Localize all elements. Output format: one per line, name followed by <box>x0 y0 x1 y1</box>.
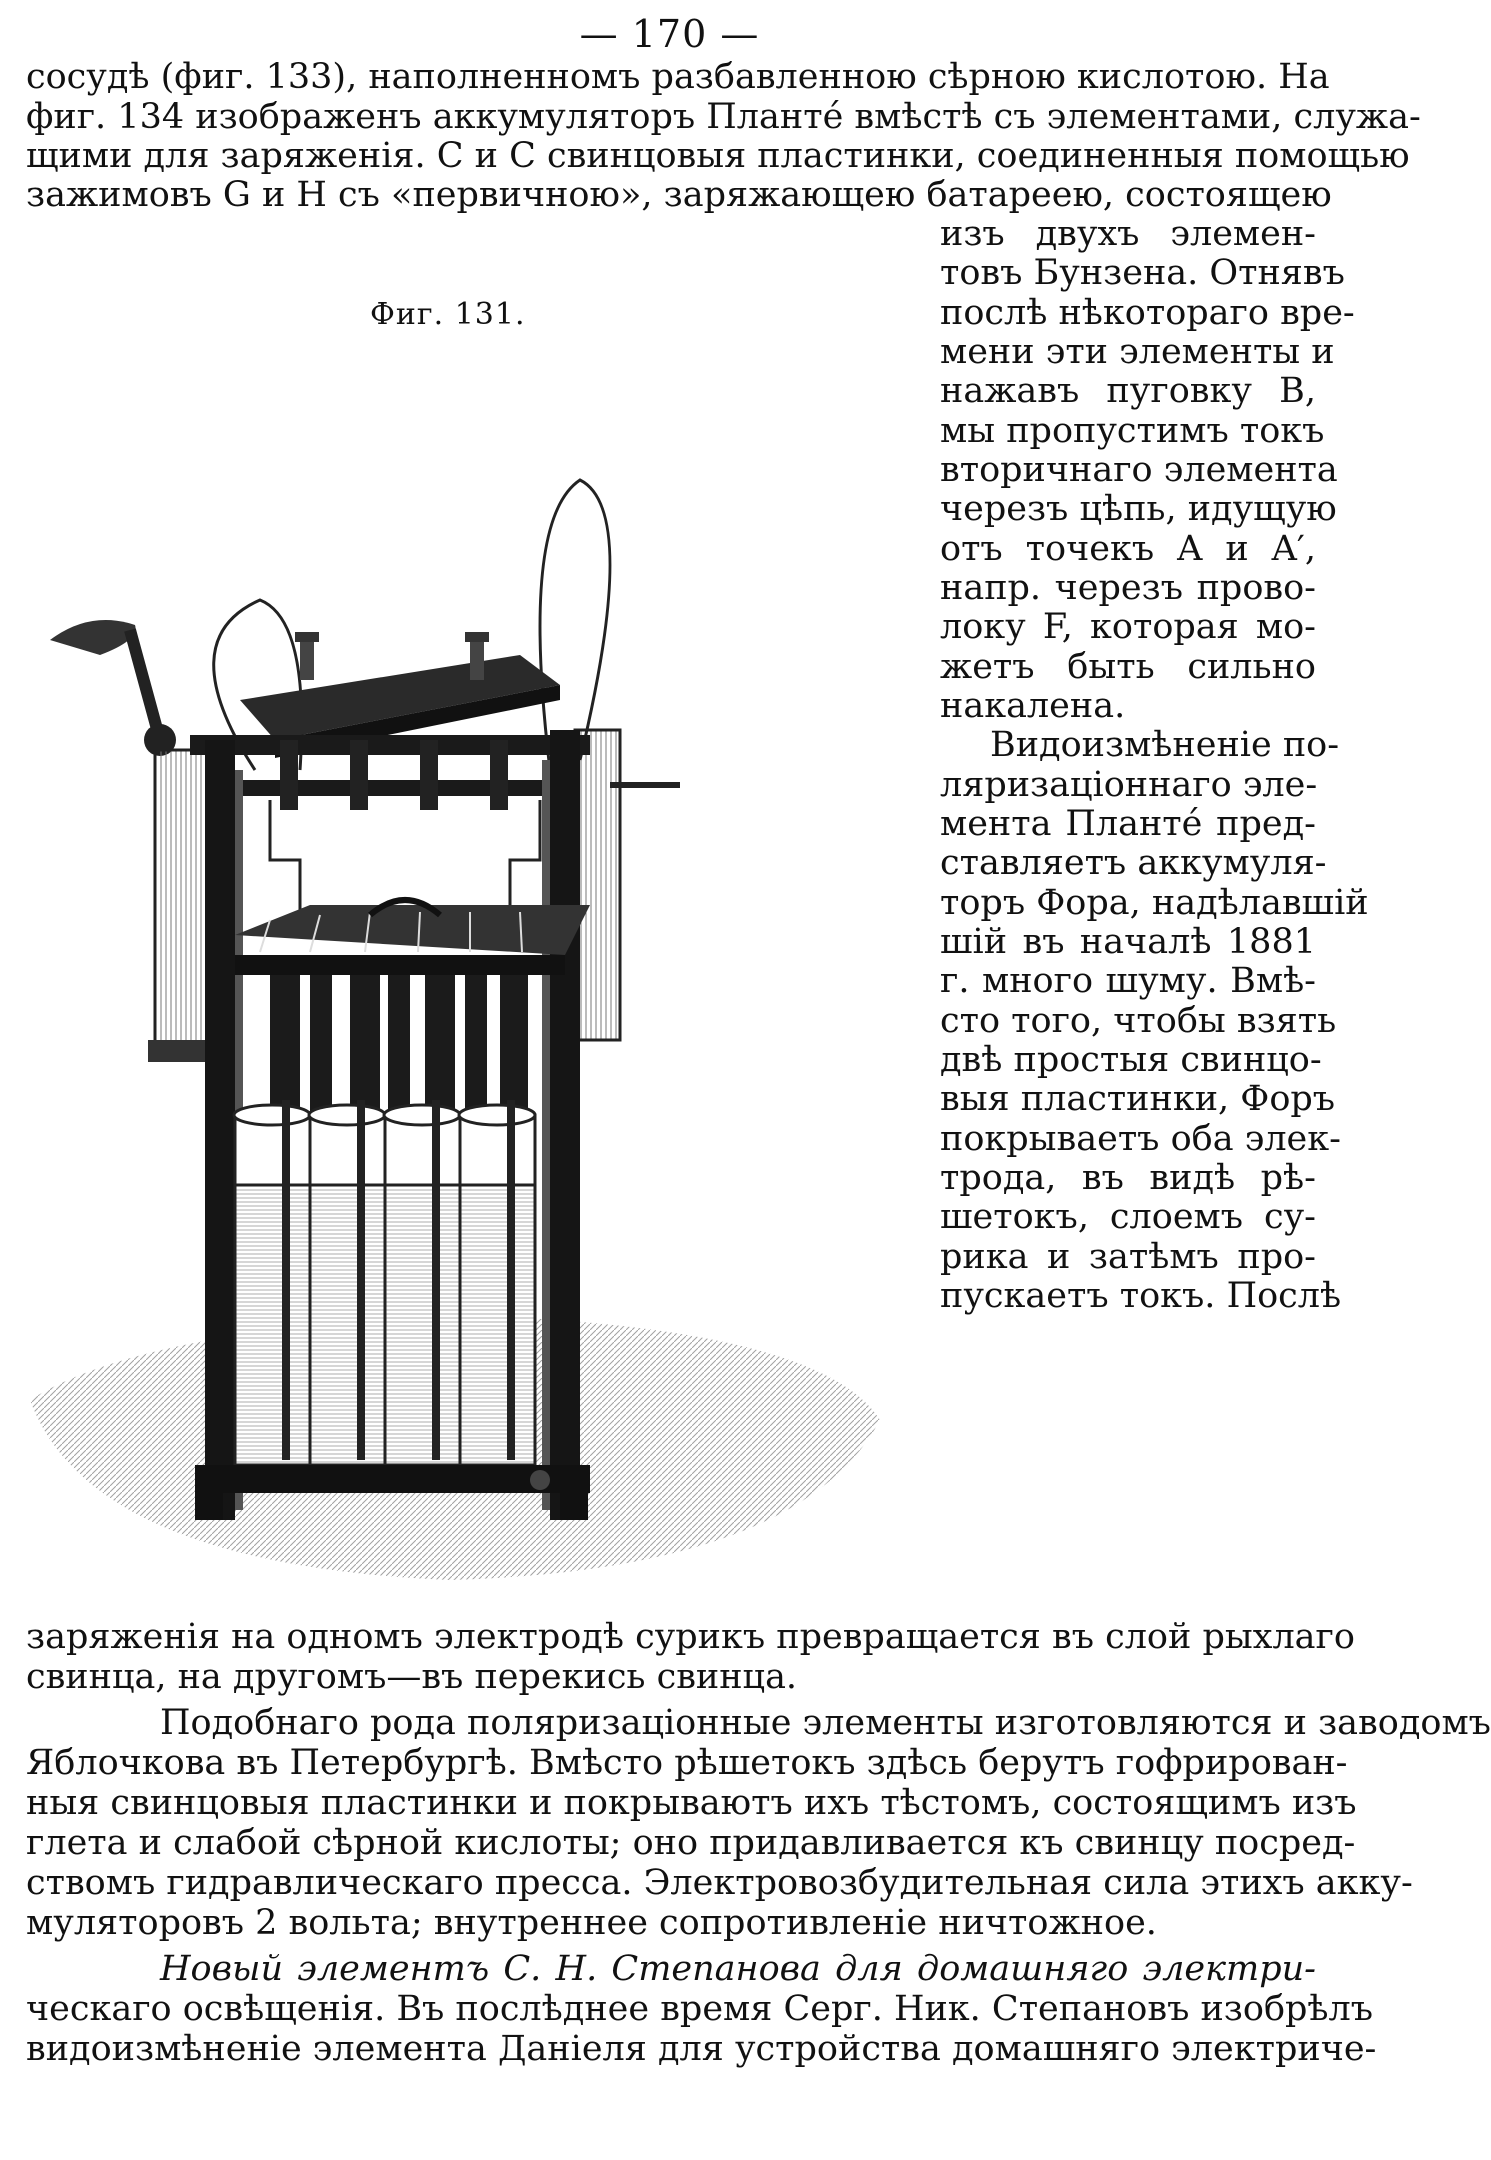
body-line: сто того, чтобы взять <box>940 1001 1337 1041</box>
body-line: мы пропустимъ токъ <box>940 411 1325 451</box>
body-line: видоизмѣненіе элемента Даніеля для устройства домашняго электриче- <box>26 2029 1377 2069</box>
body-line: свинца, на другомъ—въ перекись свинца. <box>26 1657 798 1697</box>
body-line: двѣ простыя свинцо- <box>940 1040 1322 1080</box>
body-line: черезъ цѣпь, идущую <box>940 489 1337 529</box>
body-line: рика и затѣмъ про- <box>940 1237 1316 1277</box>
body-line: ческаго освѣщенія. Въ послѣднее время Серг. Ник. Степановъ изобрѣлъ <box>26 1989 1374 2029</box>
body-line: Видоизмѣненіе по- <box>990 725 1340 765</box>
body-line: г. много шуму. Вмѣ- <box>940 961 1316 1001</box>
body-line: жетъ быть сильно <box>940 647 1316 687</box>
body-line: трода, въ видѣ рѣ- <box>940 1158 1316 1198</box>
body-line: ставляетъ аккумуля- <box>940 843 1327 883</box>
body-line: шетокъ, слоемъ су- <box>940 1197 1316 1237</box>
body-line: сосудѣ (фиг. 133), наполненномъ разбавленною сѣрною кислотою. На <box>26 57 1330 97</box>
body-line: ныя свинцовыя пластинки и покрываютъ ихъ тѣстомъ, состоящимъ изъ <box>26 1783 1357 1823</box>
body-line: заряженія на одномъ электродѣ сурикъ превращается въ слой рыхлаго <box>26 1617 1355 1657</box>
body-line: муляторовъ 2 вольта; внутреннее сопротивленіе ничтожное. <box>26 1903 1157 1943</box>
body-line: ляризаціоннаго эле- <box>940 765 1318 805</box>
body-line: щими для заряженія. C и C свинцовыя пластинки, соединенныя помощью <box>26 136 1410 176</box>
body-line: отъ точекъ A и A′, <box>940 529 1316 569</box>
body-line: накалена. <box>940 686 1126 726</box>
body-line: фиг. 134 изображенъ аккумуляторъ Планте́ вмѣстѣ съ элементами, служа- <box>26 97 1421 137</box>
body-line: мени эти элементы и <box>940 332 1335 372</box>
body-line: торъ Фора, надѣлавшій <box>940 883 1369 923</box>
body-line: Яблочкова въ Петербургѣ. Вмѣсто рѣшетокъ здѣсь берутъ гофрирован- <box>26 1743 1348 1783</box>
figure-accumulator-illustration <box>20 340 900 1610</box>
body-line: пускаетъ токъ. Послѣ <box>940 1276 1342 1316</box>
figure-caption: Фиг. 131. <box>370 297 526 332</box>
body-line: изъ двухъ элемен- <box>940 214 1316 254</box>
body-line: шій въ началѣ 1881 <box>940 922 1316 962</box>
body-line: нажавъ пуговку B, <box>940 371 1316 411</box>
body-line: зажимовъ G и H съ «первичною», заряжающею батареею, состоящею <box>26 175 1332 215</box>
body-line: выя пластинки, Форъ <box>940 1079 1336 1119</box>
body-line: ствомъ гидравлическаго пресса. Электровозбудительная сила этихъ акку- <box>26 1863 1413 1903</box>
body-line: Подобнаго рода поляризаціонные элементы изготовляются и заводомъ <box>160 1703 1491 1743</box>
body-line: товъ Бунзена. Отнявъ <box>940 253 1345 293</box>
section-heading-line: Новый элементъ С. Н. Степанова для домашняго электри- <box>160 1949 1316 1989</box>
body-line: глета и слабой сѣрной кислоты; оно придавливается къ свинцу посред- <box>26 1823 1356 1863</box>
body-line: напр. черезъ прово- <box>940 568 1316 608</box>
body-line: покрываетъ оба элек- <box>940 1119 1341 1159</box>
body-line: мента Планте́ пред- <box>940 804 1316 844</box>
page-number: — 170 — <box>579 12 760 56</box>
body-line: вторичнаго элемента <box>940 450 1338 490</box>
body-line: локу F, которая мо- <box>940 607 1316 647</box>
body-line: послѣ нѣкотораго вре- <box>940 293 1355 333</box>
